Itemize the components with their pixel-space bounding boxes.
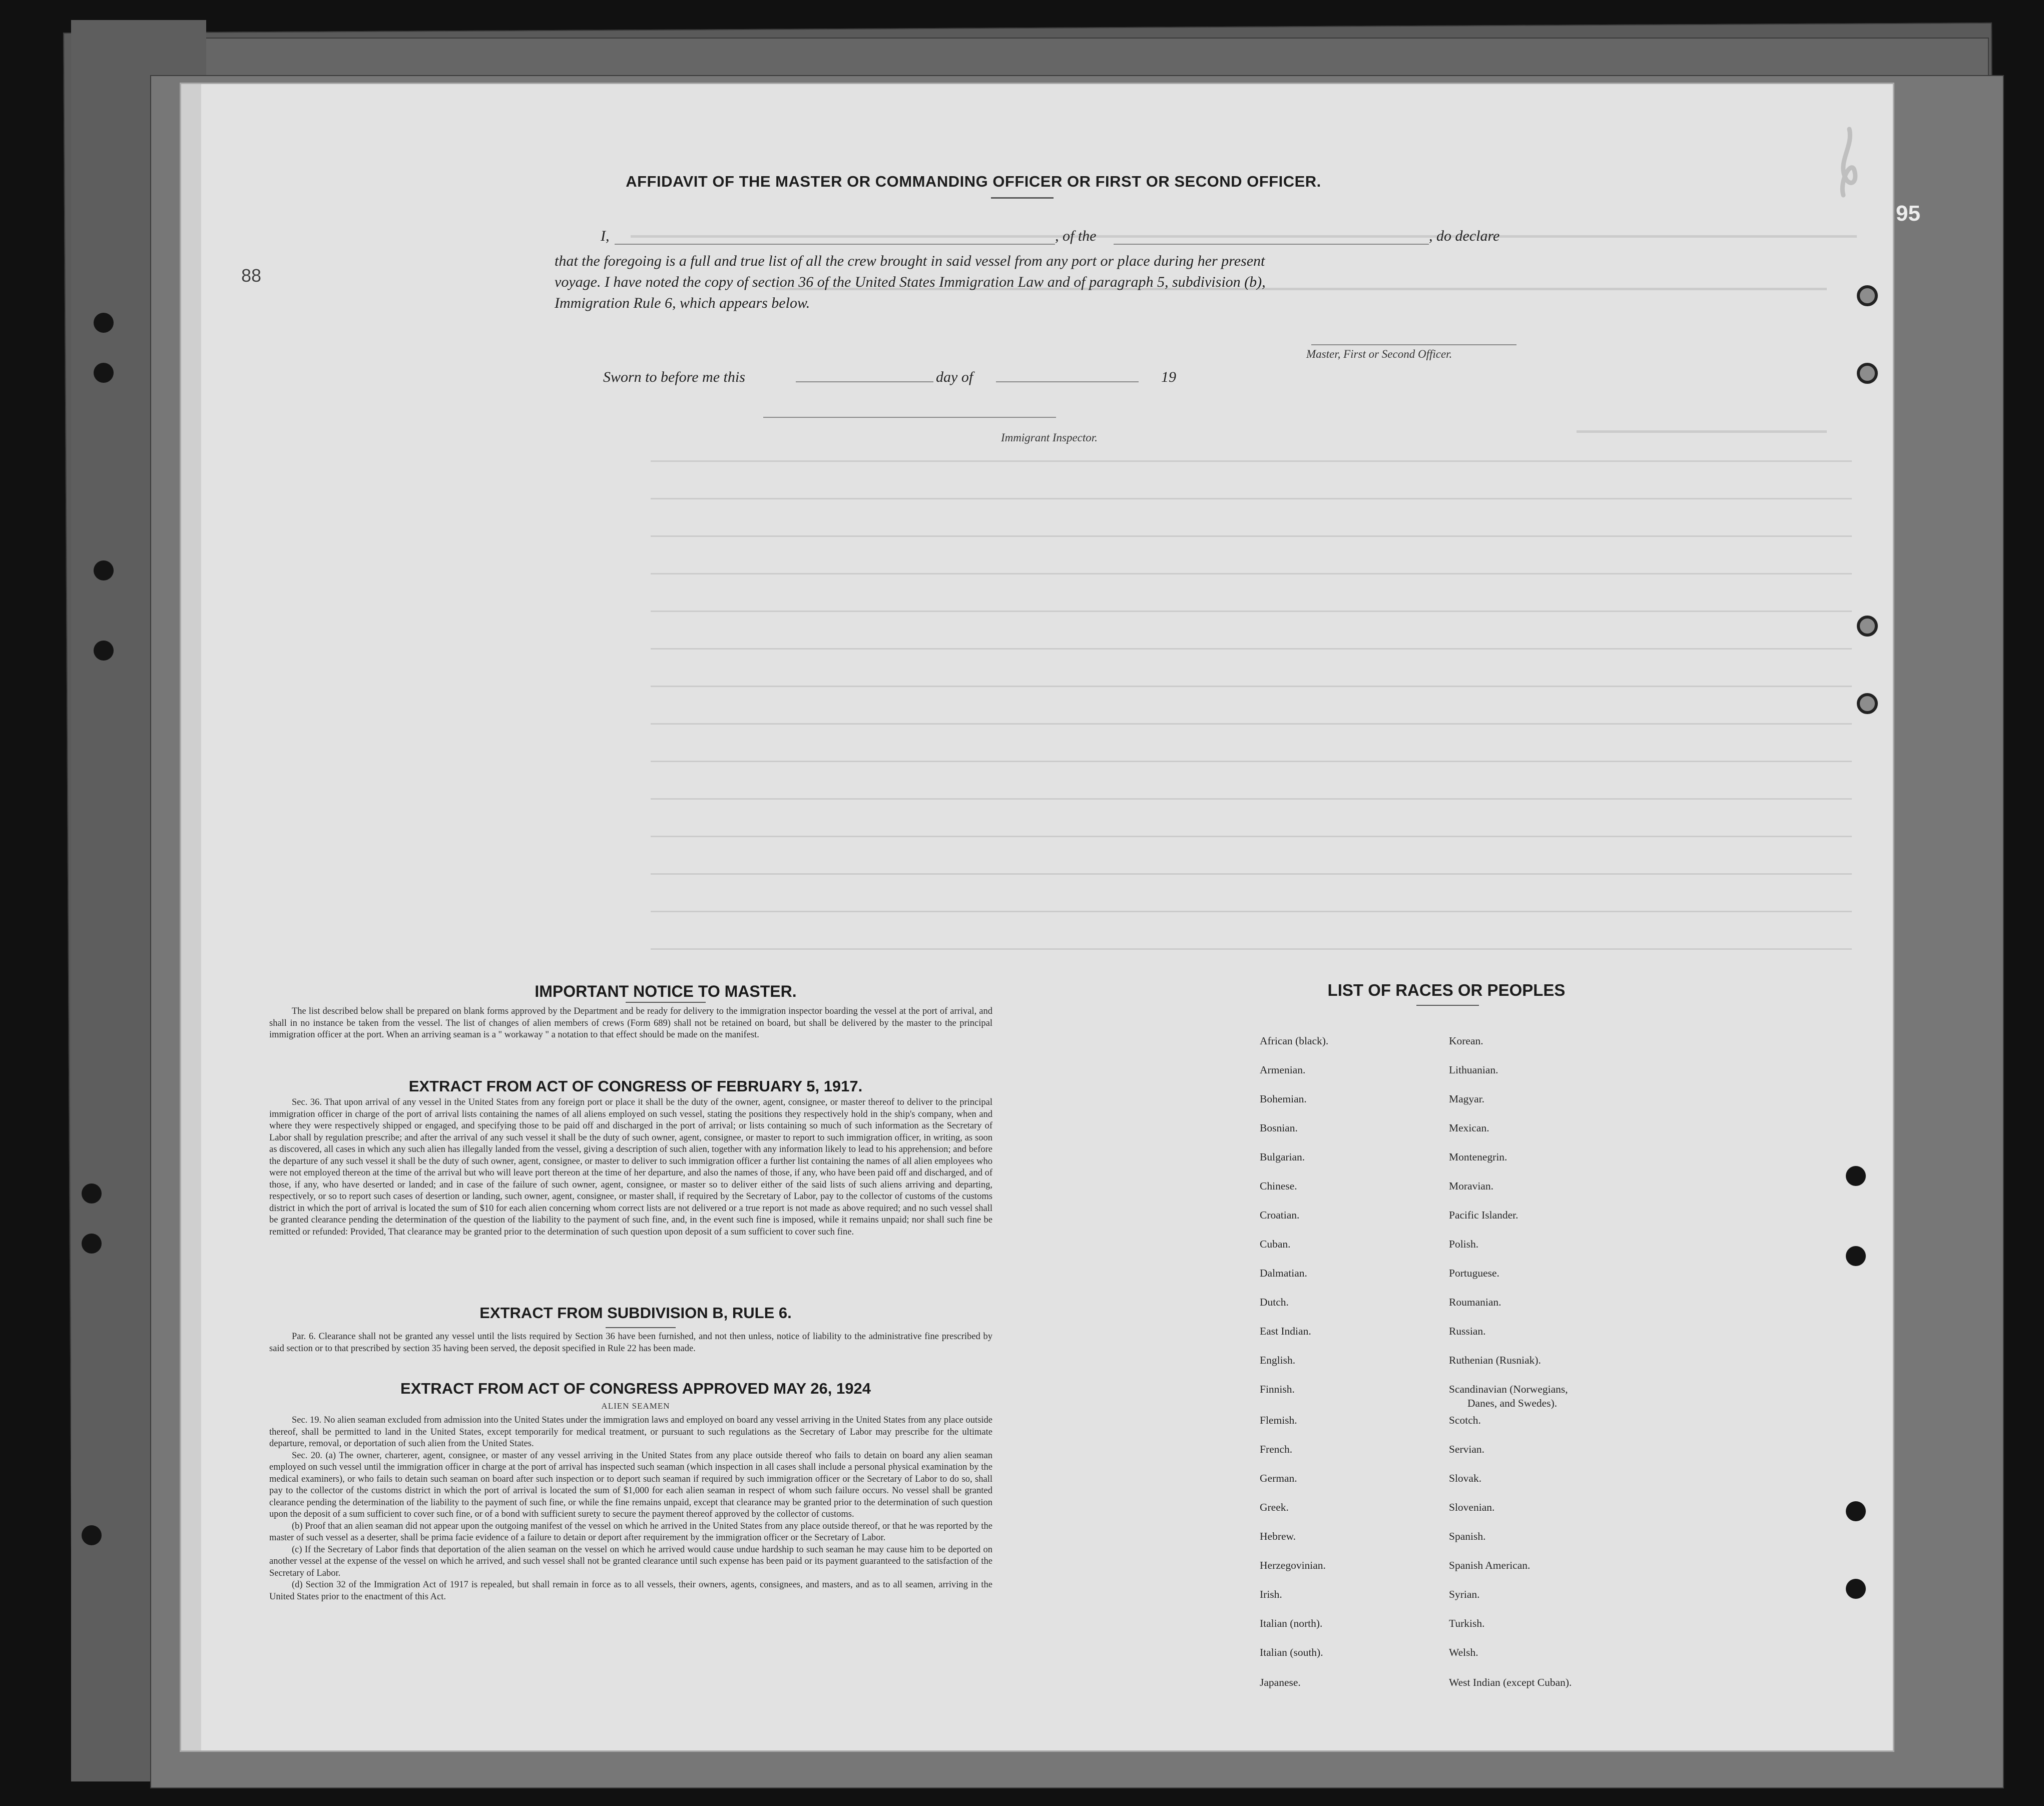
race-item: Irish. [1260,1588,1282,1600]
punch-hole [1857,363,1878,384]
punch-hole [94,641,114,661]
race-item: Russian. [1449,1325,1486,1337]
title-rule [626,1002,706,1003]
sworn-day-fill-line [796,381,933,382]
extract-1924-title: EXTRACT FROM ACT OF CONGRESS APPROVED MAY 26, 1924 [400,1380,871,1397]
race-item: Slovenian. [1449,1501,1495,1513]
notice-text [269,1006,992,1041]
race-item: Dutch. [1260,1296,1289,1308]
pencil-annotation-mark [1829,125,1864,205]
title-rule [991,197,1054,199]
punch-hole [1846,1246,1866,1266]
punch-hole [1846,1166,1866,1186]
extract-1924-paragraph: (b) Proof that an alien seaman did not appear upon the outgoing manifest of the vessel on which he arrived in the United States from any place outside thereof, or that he was reported by the master of such vessel as a deserter, shall be prima facie evidence of a failure to detain or deport after requirement by the immigration officer or the Secretary of Labor. [269,1521,992,1543]
affidavit-line-4: Immigration Rule 6, which appears below. [555,295,810,311]
year-prefix: 19 [1161,369,1176,385]
affidavit-i: I, [601,228,610,244]
race-item: Mexican. [1449,1122,1489,1134]
race-item: Welsh. [1449,1646,1478,1658]
rule6-title: EXTRACT FROM SUBDIVISION B, RULE 6. [479,1304,792,1322]
bleed-through-line [651,798,1852,800]
race-item: Finnish. [1260,1383,1295,1395]
left-page-number: 88 [241,265,262,286]
race-item: Bohemian. [1260,1093,1307,1105]
affidavit-do-declare: , do declare [1429,228,1500,244]
race-item: Scotch. [1449,1414,1481,1426]
race-item: Hebrew. [1260,1530,1296,1542]
race-item: Slovak. [1449,1472,1482,1484]
race-item: Lithuanian. [1449,1064,1498,1076]
race-item: Armenian. [1260,1064,1306,1076]
bleed-through-line [651,611,1852,612]
notice-paragraph: The list described below shall be prepared on blank forms approved by the Department and be ready for delivery to the immigration inspector boarding the vessel at the port of arrival, and shall in no instance be taken from the vessel. The list of changes of alien members of crews (Form 689) shall not be retained on board, but shall be delivered by the master to the principal immigration officer at the port. When an arriving seaman is a " workaway " a notation to that effect should be made on the manifest. [269,1006,992,1040]
race-item: African (black). [1260,1035,1329,1047]
extract-1917-text [269,1097,992,1238]
extract-1924-paragraph: (c) If the Secretary of Labor finds that deportation of the alien seaman on the vessel on which he arrived would cause undue hardship to such seaman he may cause him to be deported on another vessel at the expense of the vessel on which he arrived, and such vessel shall not be granted clearance until such expense has been paid or its payment guaranteed to the satisfaction of the Secretary of Labor. [269,1544,992,1578]
month-fill-line [996,381,1139,382]
bleed-through-line [651,460,1852,462]
race-item: Bulgarian. [1260,1151,1305,1163]
race-item: Spanish American. [1449,1559,1530,1571]
race-item: Bosnian. [1260,1122,1298,1134]
punch-hole [82,1234,102,1254]
inspector-fill-line [763,417,1056,418]
extract-1924-paragraph: Sec. 19. No alien seaman excluded from admission into the United States under the immigration laws and employed on board any vessel arriving in the United States from any place outside thereof, shall be permitted to land in the United States, except temporarily for medical treatment, or pursuant to such regulations as the Secretary of Labor may prescribe for the ultimate departure, removal, or deportation of such alien from the United States. [269,1415,992,1449]
day-of-text: day of [936,369,973,385]
bleed-through-line [651,498,1852,499]
punch-hole [82,1525,102,1545]
title-rule [606,1327,676,1328]
right-page-number: 95 [1896,201,1920,226]
bleed-through-line [651,648,1852,650]
punch-hole [1846,1501,1866,1521]
affidavit-title: AFFIDAVIT OF THE MASTER OR COMMANDING OFFICER OR FIRST OR SECOND OFFICER. [626,173,1321,190]
race-item: Portuguese. [1449,1267,1499,1279]
extract-1924-text [269,1415,992,1603]
race-item: Polish. [1449,1238,1479,1250]
rule6-text [269,1331,992,1355]
bleed-through-line [651,836,1852,837]
bleed-through-line [651,873,1852,875]
alien-seamen-subtitle: ALIEN SEAMEN [601,1401,670,1411]
inspector-caption: Immigrant Inspector. [1001,431,1098,444]
race-item: Dalmatian. [1260,1267,1307,1279]
race-item: Herzegovinian. [1260,1559,1326,1571]
punch-hole [94,363,114,383]
punch-hole [94,560,114,580]
race-item: Servian. [1449,1443,1485,1455]
race-item: English. [1260,1354,1296,1366]
race-item: Roumanian. [1449,1296,1501,1308]
punch-hole [1857,693,1878,714]
bleed-through-line [1577,430,1827,433]
bleed-through-line [651,535,1852,537]
race-item: Moravian. [1449,1180,1493,1192]
race-item: Turkish. [1449,1617,1485,1629]
race-item: Magyar. [1449,1093,1485,1105]
extract-1917-title: EXTRACT FROM ACT OF CONGRESS OF FEBRUARY 5, 1917. [408,1077,863,1095]
race-item: Flemish. [1260,1414,1297,1426]
name-fill-line [615,244,1055,245]
sworn-text: Sworn to before me this [603,369,745,385]
race-item: Japanese. [1260,1676,1301,1688]
bleed-through-line [651,948,1852,950]
affidavit-of-the: , of the [1055,228,1097,244]
race-item: Korean. [1449,1035,1483,1047]
punch-hole [1857,616,1878,637]
extract-1924-paragraph: (d) Section 32 of the Immigration Act of 1917 is repealed, but shall remain in force as to all vessels, their owners, agents, consignees, and masters, and as to all seamen, arriving in the United States prior to the enactment of this Act. [269,1580,992,1602]
master-caption: Master, First or Second Officer. [1306,348,1452,360]
race-item: German. [1260,1472,1297,1484]
notice-title: IMPORTANT NOTICE TO MASTER. [535,982,797,1000]
race-item: Danes, and Swedes). [1467,1397,1558,1409]
vessel-fill-line [1114,244,1429,245]
race-item: Greek. [1260,1501,1289,1513]
extract-1924-paragraph: Sec. 20. (a) The owner, charterer, agent, consignee, or master of any vessel arriving in the United States from any place outside thereof who fails to detain on board any alien seaman employed on such vessel until the immigration officer in charge at the port of arrival has inspected such seaman (which inspection in all cases shall include a personal physical examination by the medical examiners), or who fails to detain such seaman on board after such inspection or to deport such seaman if required by such immigration officer or the Secretary of Labor to do so, shall pay to the collector of the customs district in which the port of arrival is located the sum of $1,000 for each alien seaman in respect of whom such failure occurs. No vessel shall be granted clearance pending the determination of the liability to the payment of such fine, or while the fine remains unpaid, except that clearance may be granted prior to the determination of such question upon the deposit of a sum sufficient to cover such fine, or of a bond with sufficient surety to secure the payment thereof approved by the collector of customs. [269,1450,992,1519]
punch-hole [1857,285,1878,306]
bleed-through-line [651,686,1852,687]
punch-hole [1846,1579,1866,1599]
affidavit-line-3: voyage. I have noted the copy of section 36 of the United States Immigration Law and of paragraph 5, subdivision (b), [555,274,1266,290]
bleed-through-line [651,761,1852,762]
title-rule [1416,1005,1479,1006]
punch-hole [94,313,114,333]
race-item: Italian (south). [1260,1646,1323,1658]
race-item: Scandinavian (Norwegians, [1449,1383,1568,1395]
race-item: French. [1260,1443,1293,1455]
races-title: LIST OF RACES OR PEOPLES [1327,981,1566,999]
bleed-through-line [651,723,1852,725]
race-item: Cuban. [1260,1238,1291,1250]
bleed-through-line [651,911,1852,912]
race-item: Montenegrin. [1449,1151,1507,1163]
race-item: Croatian. [1260,1209,1300,1221]
signature-fill-line [1311,344,1516,345]
race-item: Ruthenian (Rusniak). [1449,1354,1541,1366]
extract-1917-paragraph: Sec. 36. That upon arrival of any vessel in the United States from any foreign port or place it shall be the duty of the owner, agent, consignee, or master thereof to deliver to the principal immigration officer in charge of the port of arrival lists containing the names of all aliens employed on such vessel, stating the positions they respectively hold in the ship's company, when and where they were respectively shipped or engaged, and specifying those to be paid off and discharged in the port of arrival; or lists containing so much of such information as the Secretary of Labor shall by regulation prescribe; and after the arrival of any such vessel it shall be the duty of such owner, agent, consignee, or master to report to such immigration officer, in writing, as soon as discovered, all cases in which any such alien has illegally landed from the vessel, giving a description of such alien, together with any information likely to lead to his apprehension; and before the departure of any such vessel it shall be the duty of such owner, agent, consignee, or master to deliver to such immigration officer a further list containing the names of all alien employees who were not employed thereon at the time of the arrival but who will leave port thereon at the time of her departure, and also the names of those, if any, who have been paid off and discharged, and of those, if any, who have deserted or landed; and in case of the failure of such owner, agent, consignee, or master so to deliver either of the said lists of such aliens arriving and departing, respectively, or so to report such cases of desertion or landing, such owner, agent, consignee, or master shall, if required by the Secretary of Labor, pay to the collector of customs of the customs district in which the port of arrival is located the sum of $10 for each alien concerning whom correct lists are not delivered or a true report is not made as above required; and no such vessel shall be granted clearance pending the determination of the question of the liability to the payment of such fine, and, in the event such fine is imposed, while it remains unpaid; nor shall such fine be remitted or refunded: Provided, That clearance may be granted prior to the determination of such question upon deposit of a sum sufficient to cover such fine. [269,1097,992,1237]
punch-hole [82,1183,102,1203]
race-item: Chinese. [1260,1180,1297,1192]
race-item: Syrian. [1449,1588,1480,1600]
race-item: Italian (north). [1260,1617,1323,1629]
bleed-through-line [651,573,1852,574]
rule6-paragraph: Par. 6. Clearance shall not be granted any vessel until the lists required by Section 36 have been furnished, and not then unless, notice of liability to the administrative fine prescribed by said section or to that prescribed by section 35 having been served, the deposit specified in Rule 22 has been made. [269,1332,992,1354]
affidavit-line-2: that the foregoing is a full and true list of all the crew brought in said vessel from any port or place during her present [555,253,1265,269]
race-item: West Indian (except Cuban). [1449,1676,1572,1688]
race-item: East Indian. [1260,1325,1311,1337]
race-item: Pacific Islander. [1449,1209,1518,1221]
bleed-through-line [631,235,1857,238]
race-item: Spanish. [1449,1530,1486,1542]
page-edge-shade [181,84,201,1750]
